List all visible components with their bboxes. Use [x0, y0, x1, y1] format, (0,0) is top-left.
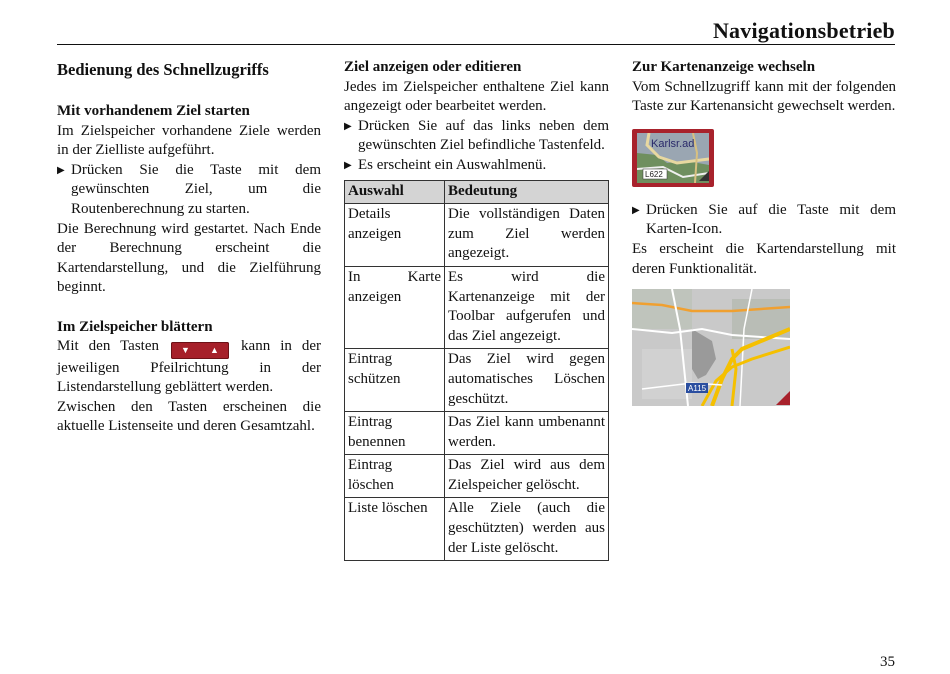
table-cell: Eintrag löschen — [345, 455, 445, 498]
map-screenshot-image — [632, 289, 790, 406]
table-header-cell: Auswahl — [345, 180, 445, 204]
table-cell: Es wird die Kartenanzeige mit der Toolbar aufgerufen und das Ziel angezeigt. — [445, 266, 609, 348]
table-header-row — [345, 180, 609, 204]
section-title-browse: Im Zielspeicher blättern — [57, 318, 213, 335]
table-cell: Die vollständigen Daten zum Ziel werden angezeigt. — [445, 204, 609, 267]
table-cell: Liste löschen — [345, 498, 445, 561]
section-text: Jedes im Zielspeicher enthaltene Ziel kann angezeigt oder bearbeitet werden. — [344, 78, 609, 115]
table-row — [345, 455, 609, 498]
table-row — [345, 266, 609, 348]
table-cell: Details anzeigen — [345, 204, 445, 267]
header-rule — [57, 44, 895, 45]
table-row — [345, 498, 609, 561]
text-fragment: Mit den Tasten — [57, 338, 159, 355]
bullet-text: Es erscheint ein Auswahlmenü. — [358, 156, 547, 173]
table-cell: Das Ziel wird gegen automatisches Löschen geschützt. — [445, 349, 609, 412]
section-text — [57, 337, 321, 398]
section-text: Es erscheint die Kartendarstellung mit deren Funktionalität. — [632, 240, 896, 277]
section-title-map: Zur Kartenanzeige wechseln — [632, 59, 816, 75]
map-highway-label: A115 — [688, 384, 707, 394]
map-place-label: Karlsr.ad — [651, 137, 695, 150]
arrow-up-icon: ▲ — [210, 345, 219, 356]
table-cell: Eintrag benennen — [345, 412, 445, 455]
bullet-item — [344, 117, 609, 156]
section-text: Die Berechnung wird gestartet. Nach Ende der Berechnung erscheint die Kartendarstellung, und die Zielführung beginnt. — [57, 220, 321, 296]
page-title: Navigationsbetrieb — [712, 18, 895, 43]
bullet-item — [632, 201, 896, 240]
bullet-triangle-icon: ▶ — [344, 159, 352, 171]
bullet-text: Drücken Sie auf die Taste mit dem Karten-Icon. — [646, 201, 896, 238]
map-thumbnail-icon — [637, 133, 709, 183]
map-view-icon — [632, 289, 790, 406]
table-cell: Alle Ziele (auch die geschützten) werden aus der Liste gelöscht. — [445, 498, 609, 561]
table-cell: In Karte anzeigen — [345, 266, 445, 348]
table-cell: Das Ziel wird aus dem Zielspeicher gelöscht. — [445, 455, 609, 498]
section-title-start: Mit vorhandenem Ziel starten — [57, 103, 250, 119]
bullet-triangle-icon: ▶ — [57, 164, 65, 176]
table-header-cell: Bedeutung — [445, 180, 609, 204]
table-row — [345, 204, 609, 267]
map-button-image — [632, 129, 714, 187]
map-road-label: L622 — [645, 169, 663, 179]
scroll-buttons-image — [171, 342, 229, 359]
bullet-text: Drücken Sie auf das links neben dem gewünschten Ziel befindliche Tastenfeld. — [358, 117, 609, 154]
bullet-text: Drücken Sie die Taste mit dem gewünschten Ziel, um die Routenberechnung zu starten. — [71, 161, 321, 217]
table-row — [345, 349, 609, 412]
options-table — [344, 180, 609, 562]
bullet-triangle-icon: ▶ — [344, 120, 352, 132]
section-text: Vom Schnellzugriff kann mit der folgenden Taste zur Kartenansicht gewechselt werden. — [632, 78, 896, 115]
column-right — [632, 58, 896, 406]
bullet-item — [57, 161, 321, 220]
section-title-edit: Ziel anzeigen oder editieren — [344, 59, 522, 75]
table-cell: Eintrag schützen — [345, 349, 445, 412]
arrow-down-icon: ▼ — [181, 345, 190, 356]
column-left — [57, 58, 321, 437]
text-fragment: kann in der jeweiligen Pfeilrichtung in der Listendarstellung geblättert werden. — [57, 338, 322, 396]
bullet-triangle-icon: ▶ — [632, 204, 640, 216]
table-cell: Das Ziel kann umbenannt werden. — [445, 412, 609, 455]
table-row — [345, 412, 609, 455]
main-heading: Bedienung des Schnellzugriffs — [57, 60, 269, 79]
section-text: Im Zielspeicher vorhandene Ziele werden in der Zielliste aufgeführt. — [57, 122, 321, 159]
section-text: Zwischen den Tasten erscheinen die aktuelle Listenseite und deren Gesamtzahl. — [57, 398, 321, 435]
column-middle — [344, 58, 609, 561]
bullet-item — [344, 156, 609, 176]
page-number: 35 — [880, 654, 895, 670]
